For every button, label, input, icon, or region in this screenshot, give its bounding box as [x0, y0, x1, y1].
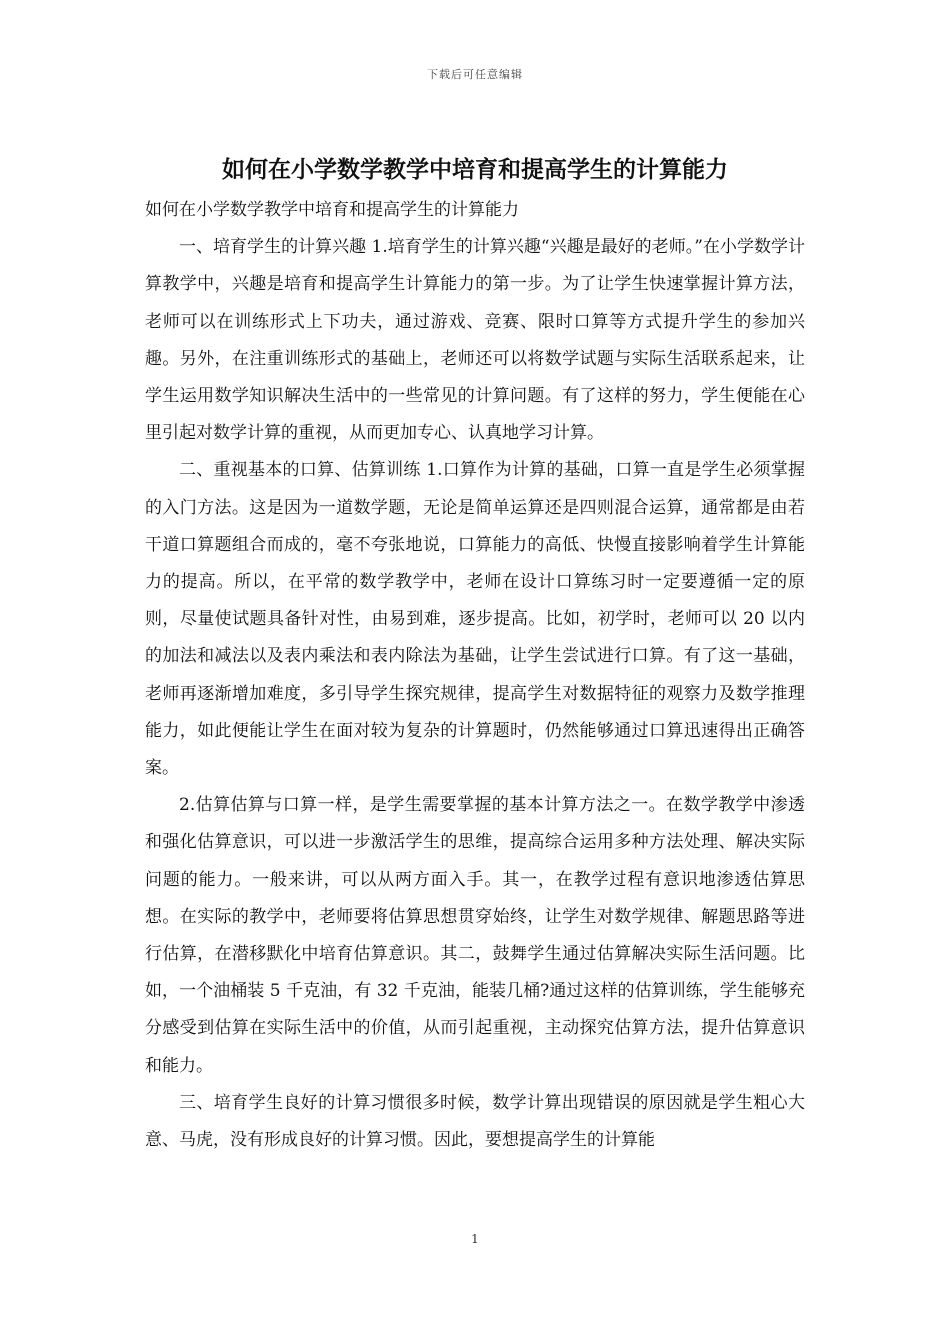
header-note: 下载后可任意编辑 — [427, 68, 523, 81]
paragraph-1: 一、培育学生的计算兴趣 1.培育学生的计算兴趣“兴趣是最好的老师。”在小学数学计算教学中，兴趣是培育和提高学生计算能力的第一步。为了让学生快速掌握计算方法，老师可以在训练形式上下功夫，通过游戏、竞赛、限时口算等方式提升学生的参加兴趣。另外，在注重训练形式的基础上，老师还可以将数学试题与实际生活联系起来，让学生运用数学知识解决生活中的一些常见的计算问题。有了这样的努力，学生便能在心里引起对数学计算的重视，从而更加专心、认真地学习计算。 — [145, 237, 805, 444]
document-title: 如何在小学数学教学中培育和提高学生的计算能力 — [222, 156, 728, 183]
document-body — [145, 192, 805, 1159]
page-number: 1 — [471, 1232, 479, 1246]
subtitle-line: 如何在小学数学教学中培育和提高学生的计算能力 — [145, 200, 519, 220]
paragraph-4: 三、培育学生良好的计算习惯很多时候，数学计算出现错误的原因就是学生粗心大意、马虎，没有形成良好的计算习惯。因此，要想提高学生的计算能 — [145, 1092, 805, 1151]
paragraph-2: 二、重视基本的口算、估算训练 1.口算作为计算的基础，口算一直是学生必须掌握的入门方法。这是因为一道数学题，无论是简单运算还是四则混合运算，通常都是由若干道口算题组合而成的，毫不夸张地说，口算能力的高低、快慢直接影响着学生计算能力的提高。所以，在平常的数学教学中，老师在设计口算练习时一定要遵循一定的原则，尽量使试题具备针对性，由易到难，逐步提高。比如，初学时，老师可以 20 以内的加法和减法以及表内乘法和表内除法为基础，让学生尝试进行口算。有了这一基础，老师再逐渐增加难度，多引导学生探究规律，提高学生对数据特征的观察力及数学推理能力，如此便能让学生在面对较为复杂的计算题时，仍然能够通过口算迅速得出正确答案。 — [145, 460, 805, 779]
paragraph-3: 2.估算估算与口算一样，是学生需要掌握的基本计算方法之一。在数学教学中渗透和强化估算意识，可以进一步激活学生的思维，提高综合运用多种方法处理、解决实际问题的能力。一般来讲，可以从两方面入手。其一，在教学过程有意识地渗透估算思想。在实际的教学中，老师要将估算思想贯穿始终，让学生对数学规律、解题思路等进行估算，在潜移默化中培育估算意识。其二，鼓舞学生通过估算解决实际生活问题。比如，一个油桶装 5 千克油，有 32 千克油，能装几桶?通过这样的估算训练，学生能够充分感受到估算在实际生活中的价值，从而引起重视，主动探究估算方法，提升估算意识和能力。 — [145, 795, 805, 1076]
